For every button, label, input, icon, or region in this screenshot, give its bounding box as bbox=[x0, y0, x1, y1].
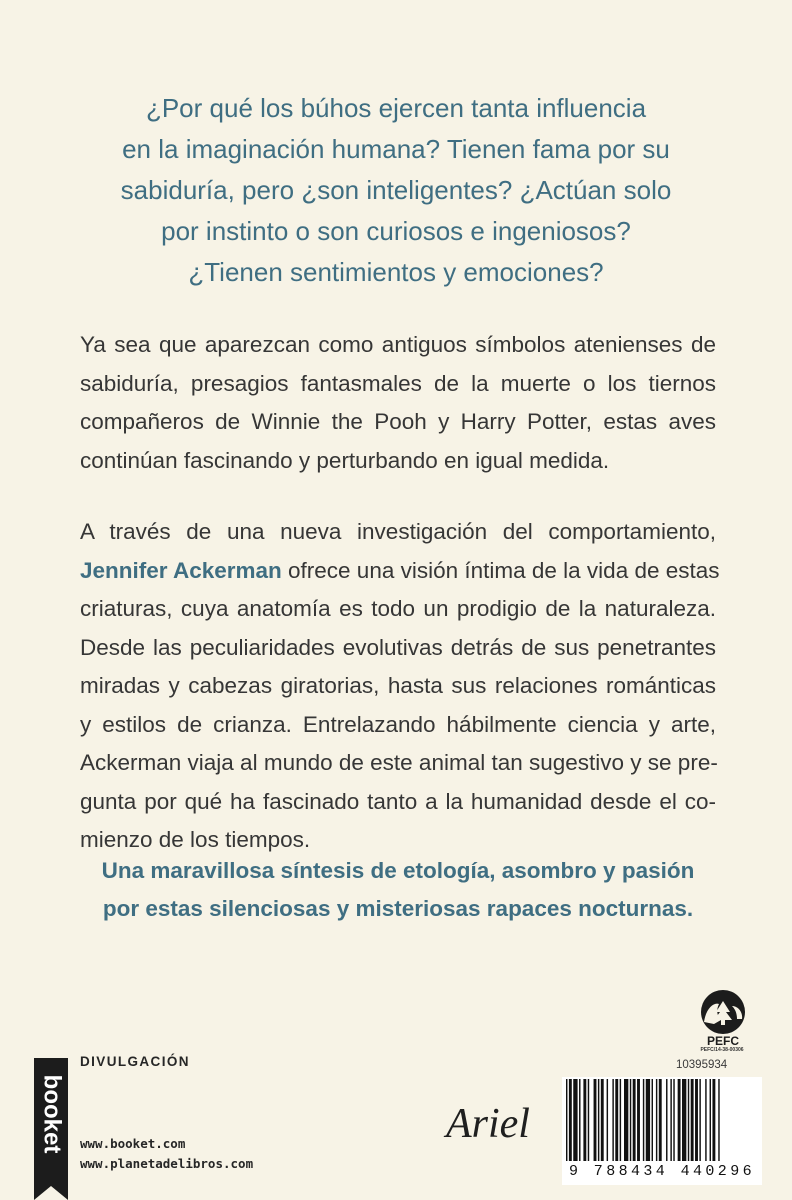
barcode-bar bbox=[637, 1079, 640, 1161]
booket-logo bbox=[30, 1058, 72, 1200]
barcode-bar bbox=[615, 1079, 618, 1161]
barcode-bar bbox=[646, 1079, 650, 1161]
barcode-bar bbox=[620, 1079, 621, 1161]
barcode-bar bbox=[673, 1079, 674, 1161]
paragraph-line-rest: ofrece una visión íntima de la vida de estas bbox=[281, 557, 720, 583]
paragraph-line: Ackerman viaja al mundo de este animal tan sugestivo y se pre- bbox=[80, 750, 718, 775]
barcode-bar bbox=[643, 1079, 644, 1161]
barcode-bar bbox=[699, 1079, 700, 1161]
tagline-line: Una maravillosa síntesis de etología, asombro y pasión bbox=[101, 858, 695, 883]
barcode-bar bbox=[588, 1079, 589, 1161]
barcode-bar bbox=[695, 1079, 698, 1161]
barcode-bar bbox=[682, 1079, 686, 1161]
paragraph-line: compañeros de Winnie the Pooh y Harry Potter, estas aves bbox=[80, 409, 716, 434]
paragraph-line: continúan fascinando y perturbando en igual medida. bbox=[80, 447, 610, 473]
barcode-bar bbox=[691, 1079, 694, 1161]
publisher-urls bbox=[80, 1134, 253, 1174]
barcode-bar bbox=[573, 1079, 577, 1161]
barcode-bar bbox=[670, 1079, 671, 1161]
pefc-label: PEFC bbox=[706, 1034, 740, 1048]
barcode-bar bbox=[630, 1079, 631, 1161]
isbn-barcode bbox=[562, 1077, 762, 1185]
tagline-line: por estas silenciosas y misteriosas rapaces nocturnas. bbox=[102, 896, 694, 921]
intro-questions bbox=[90, 88, 702, 293]
barcode-bars bbox=[562, 1077, 762, 1163]
barcode-bar bbox=[652, 1079, 653, 1161]
paragraph-line: y estilos de crianza. Entrelazando hábilmente ciencia y arte, bbox=[80, 711, 716, 737]
barcode-bar bbox=[594, 1079, 597, 1161]
barcode-bar bbox=[579, 1079, 580, 1161]
barcode-bar bbox=[656, 1079, 657, 1161]
paragraph-line: gunta por qué ha fascinado tanto a la humanidad desde el co- bbox=[80, 788, 716, 814]
barcode-bar bbox=[712, 1079, 715, 1161]
intro-line: por instinto o son curiosos e ingeniosos? bbox=[161, 216, 631, 246]
paragraph-2 bbox=[80, 513, 720, 860]
barcode-bar bbox=[607, 1079, 608, 1161]
intro-line: ¿Por qué los búhos ejercen tanta influencia bbox=[145, 93, 647, 123]
url-booket[interactable]: www.booket.com bbox=[80, 1136, 186, 1151]
isbn-digits: 9 788434 440296 bbox=[568, 1163, 756, 1180]
barcode-bar bbox=[659, 1079, 662, 1161]
barcode-bar bbox=[583, 1079, 586, 1161]
barcode-bar bbox=[718, 1079, 719, 1161]
barcode-bar bbox=[710, 1079, 711, 1161]
barcode-bar bbox=[612, 1079, 613, 1161]
pefc-logo bbox=[692, 988, 754, 1050]
barcode-bar bbox=[601, 1079, 604, 1161]
intro-line: ¿Tienen sentimientos y emociones? bbox=[188, 257, 604, 287]
paragraph-line: Desde las peculiaridades evolutivas detrás de sus penetrantes bbox=[80, 634, 716, 660]
reference-number: 10395934 bbox=[676, 1059, 728, 1071]
pefc-code: PEFC/14-38-00306 bbox=[700, 1047, 744, 1053]
barcode-bar bbox=[666, 1079, 667, 1161]
paragraph-line: A través de una nueva investigación del comportamiento, bbox=[80, 519, 716, 544]
barcode-bar bbox=[705, 1079, 706, 1161]
url-planetadelibros[interactable]: www.planetadelibros.com bbox=[80, 1156, 254, 1171]
intro-line: en la imaginación humana? Tienen fama por su bbox=[122, 134, 670, 164]
barcode-bar bbox=[678, 1079, 681, 1161]
booket-wordmark: booket bbox=[38, 1074, 66, 1154]
intro-line: sabiduría, pero ¿son inteligentes? ¿Actúan solo bbox=[120, 175, 672, 205]
barcode-bar bbox=[688, 1079, 689, 1161]
category-label: DIVULGACIÓN bbox=[80, 1054, 190, 1069]
paragraph-line: criaturas, cuya anatomía es todo un prodigio de la naturaleza. bbox=[80, 596, 716, 621]
paragraph-line-with-author bbox=[80, 552, 720, 591]
barcode-bar bbox=[624, 1079, 628, 1161]
paragraph-line: sabiduría, presagios fantasmales de la muerte o los tiernos bbox=[80, 370, 716, 396]
ariel-imprint-logo: Ariel bbox=[446, 1101, 530, 1147]
barcode-bar bbox=[633, 1079, 636, 1161]
author-name: Jennifer Ackerman bbox=[80, 557, 282, 583]
barcode-bar bbox=[566, 1079, 567, 1161]
paragraph-line: mienzo de los tiempos. bbox=[80, 827, 311, 852]
paragraph-line: miradas y cabezas giratorias, hasta sus relaciones románticas bbox=[80, 673, 716, 698]
barcode-bar bbox=[598, 1079, 599, 1161]
tagline bbox=[80, 852, 716, 928]
barcode-bar bbox=[569, 1079, 572, 1161]
paragraph-1 bbox=[80, 326, 716, 480]
paragraph-line: Ya sea que aparezcan como antiguos símbolos atenienses de bbox=[80, 332, 716, 357]
